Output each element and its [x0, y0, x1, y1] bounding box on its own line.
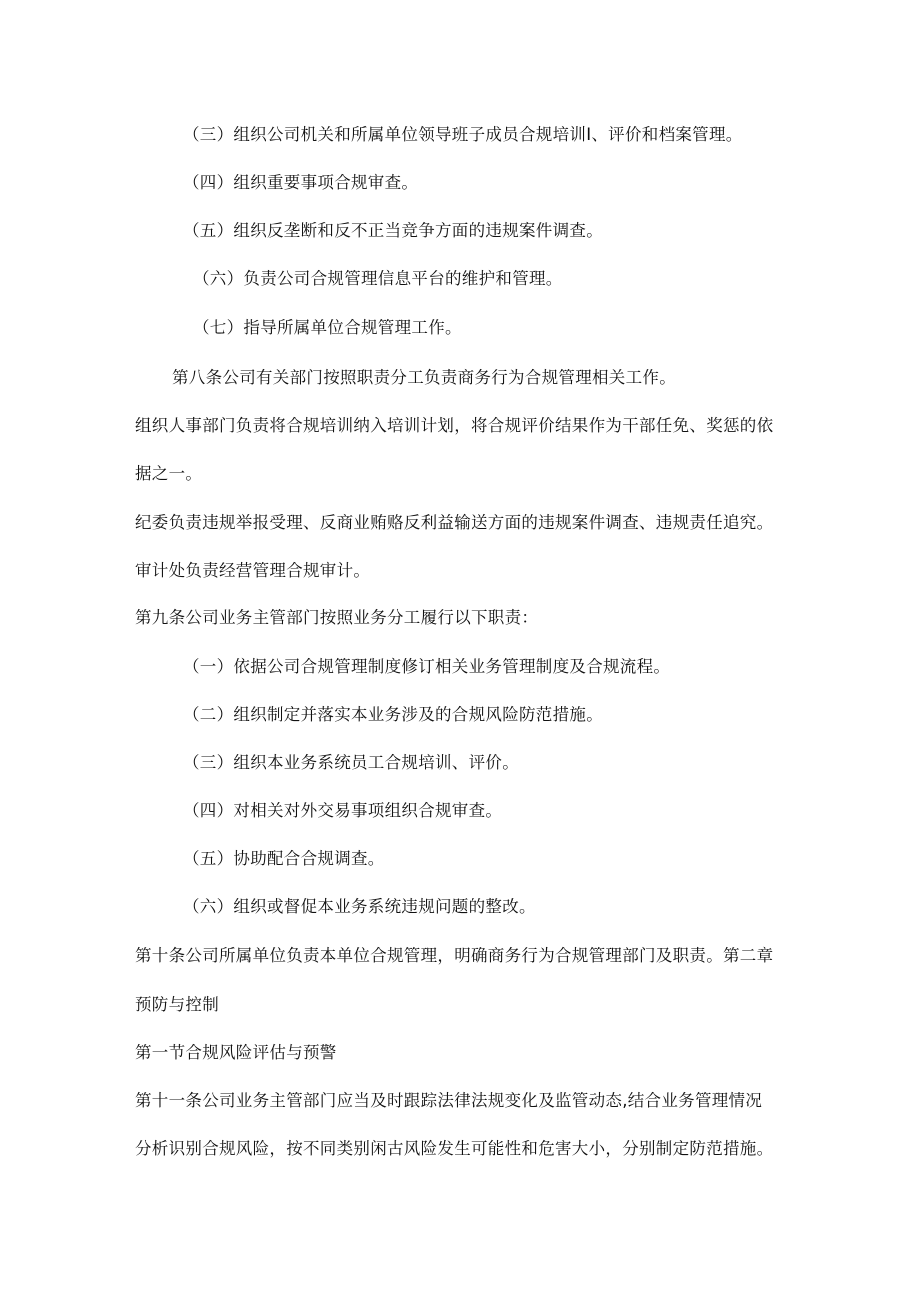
paragraph-line: （三）组织公司机关和所属单位领导班子成员合规培训I、评价和档案管理。 — [183, 125, 743, 144]
paragraph-line: 第十一条公司业务主管部门应当及时跟踪法律法规变化及监管动态,结合业务管理情况 — [135, 1091, 763, 1110]
paragraph-line: 预防与控制 — [135, 995, 219, 1014]
paragraph-line: （二）组织制定并落实本业务涉及的合规风险防范措施。 — [183, 705, 603, 724]
section-heading: 第一节合规风险评估与预警 — [135, 1043, 337, 1062]
paragraph-line: 分析识别合规风险，按不同类别闲古风险发生可能性和危害大小，分别制定防范措施。 — [135, 1139, 774, 1158]
paragraph-line: 纪委负责违规举报受理、反商业贿赂反利益输送方面的违规案件调查、违规责任追究。 — [135, 513, 774, 532]
paragraph-line: （一）依据公司合规管理制度修订相关业务管理制度及合规流程。 — [183, 657, 671, 676]
paragraph-line: （五）协助配合合规调查。 — [183, 849, 385, 868]
paragraph-line: （三）组织本业务系统员工合规培训、评价。 — [183, 753, 519, 772]
paragraph-line: 第八条公司有关部门按照职责分工负责商务行为合规管理相关工作。 — [172, 368, 676, 387]
paragraph-line: （七）指导所属单位合规管理工作。 — [193, 318, 462, 337]
paragraph-line: 审计处负责经营管理合规审计。 — [135, 561, 371, 580]
paragraph-line: （四）组织重要事项合规审查。 — [183, 173, 419, 192]
paragraph-line: （六）组织或督促本业务系统违规问题的整改。 — [183, 897, 536, 916]
paragraph-line: 第十条公司所属单位负责本单位合规管理，明确商务行为合规管理部门及职责。第二章 — [135, 946, 774, 965]
paragraph-line: （六）负责公司合规管理信息平台的维护和管理。 — [193, 269, 563, 288]
paragraph-line: （五）组织反垄断和反不正当竞争方面的违规案件调查。 — [183, 221, 603, 240]
paragraph-line: 据之一。 — [135, 464, 203, 483]
paragraph-line: （四）对相关对外交易事项组织合规审查。 — [183, 801, 503, 820]
paragraph-line: 第九条公司业务主管部门按照业务分工履行以下职责： — [135, 608, 539, 627]
paragraph-line: 组织人事部门负责将合规培训纳入培训计划，将合规评价结果作为干部任免、奖惩的依 — [135, 416, 774, 435]
